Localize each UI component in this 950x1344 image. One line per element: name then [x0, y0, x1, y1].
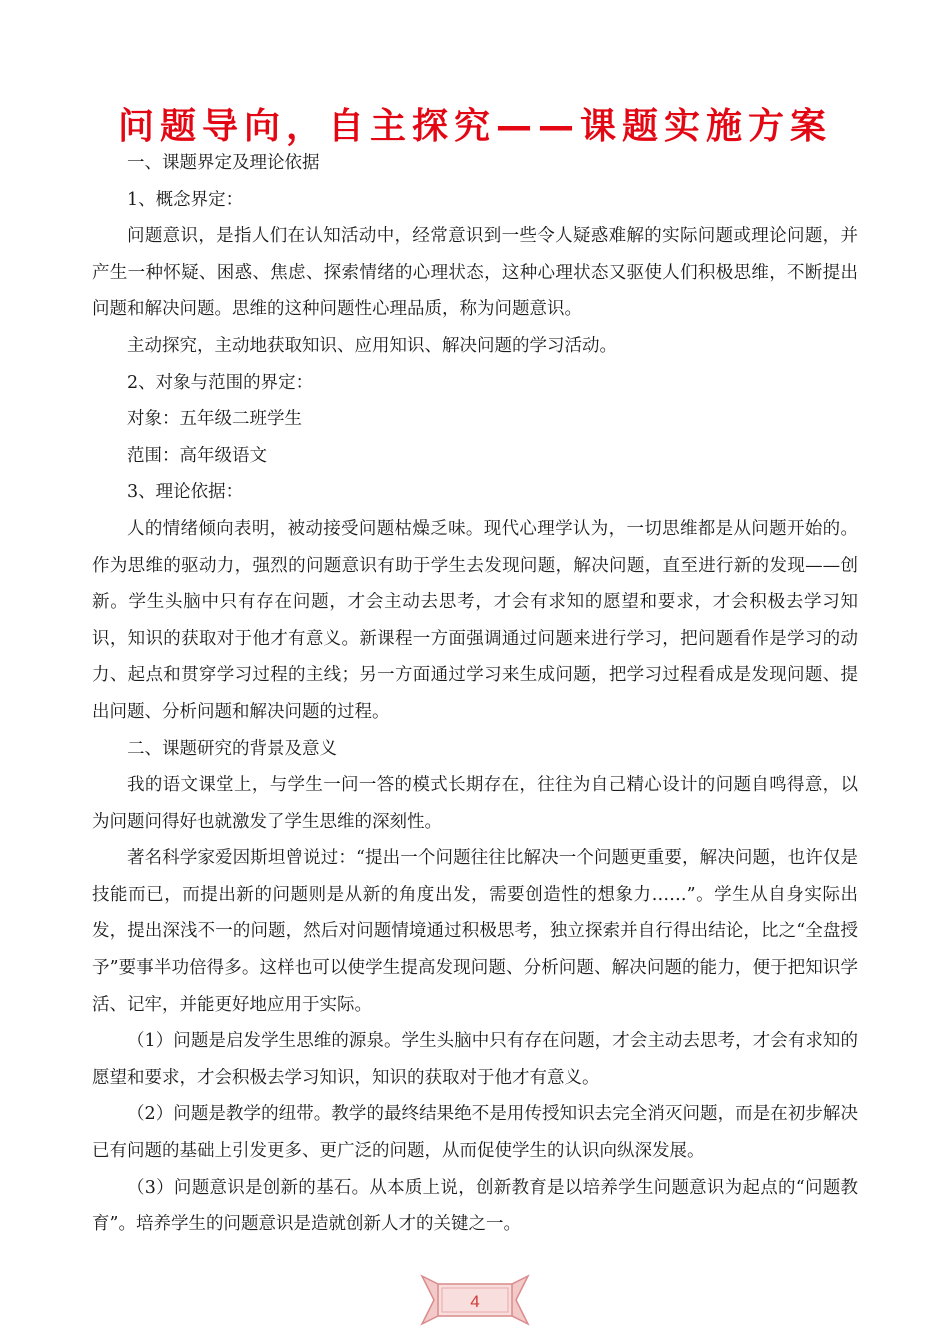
body-paragraph: （1）问题是启发学生思维的源泉。学生头脑中只有存在问题，才会主动去思考，才会有求知的愿望和要求，才会积极去学习知识，知识的获取对于他才有意义。: [92, 1031, 858, 1088]
body-paragraph: （2）问题是教学的纽带。教学的最终结果绝不是用传授知识去完全消灭问题，而是在初步解决已有问题的基础上引发更多、更广泛的问题，从而促使学生的认识向纵深发展。: [92, 1104, 858, 1162]
page-number: 4: [470, 1292, 480, 1311]
body-paragraph: 主动探究，主动地获取知识、应用知识、解决问题的学习活动。: [127, 335, 617, 356]
body-paragraph: （3）问题意识是创新的基石。从本质上说，创新教育是以培养学生问题意识为起点的“问题教育”。培养学生的问题意识是造就创新人才的关键之一。: [92, 1177, 858, 1235]
body-paragraph: 我的语文课堂上，与学生一问一答的模式长期存在，往往为自己精心设计的问题自鸣得意，以为问题问得好也就激发了学生思维的深刻性。: [92, 775, 858, 832]
body-paragraph: 问题意识，是指人们在认知活动中，经常意识到一些令人疑惑难解的实际问题或理论问题，并产生一种怀疑、困惑、焦虑、探索情绪的心理状态，这种心理状态又驱使人们积极思维，不断提出问题和解决问题。思维的这种问题性心理品质，称为问题意识。: [92, 226, 858, 320]
body-paragraph: 范围：高年级语文: [127, 445, 267, 466]
subsection-heading: 1、概念界定：: [127, 189, 244, 210]
document-body: [92, 145, 858, 1243]
body-paragraph: 人的情绪倾向表明，被动接受问题枯燥乏味。现代心理学认为，一切思维都是从问题开始的。作为思维的驱动力，强烈的问题意识有助于学生去发现问题，解决问题，直至进行新的发现——创新。学生头脑中只有存在问题，才会主动去思考，才会有求知的愿望和要求，才会积极去学习知识，知识的获取对于他才有意义。新课程一方面强调通过问题来进行学习，把问题看作是学习的动力、起点和贯穿学习过程的主线；另一方面通过学习来生成问题，把学习过程看成是发现问题、提出问题、分析问题和解决问题的过程。: [92, 518, 858, 722]
section-heading: 一、课题界定及理论依据: [127, 153, 320, 173]
body-paragraph: 对象：五年级二班学生: [127, 409, 302, 430]
subsection-heading: 2、对象与范围的界定：: [127, 372, 314, 393]
document-title: 问题导向，自主探究——课题实施方案: [117, 106, 832, 147]
section-heading: 二、课题研究的背景及意义: [127, 738, 337, 759]
body-paragraph: 著名科学家爱因斯坦曾说过：“提出一个问题往往比解决一个问题更重要，解决问题，也许仅是技能而已，而提出新的问题则是从新的角度出发，需要创造性的想象力……”。学生从自身实际出发，提出深浅不一的问题，然后对问题情境通过积极思考，独立探索并自行得出结论，比之“全盘授予”要事半功倍得多。这样也可以使学生提高发现问题、分析问题、解决问题的能力，便于把知识学活、记牢，并能更好地应用于实际。: [92, 848, 858, 1015]
subsection-heading: 3、理论依据：: [127, 482, 244, 503]
page-footer: [420, 1270, 530, 1330]
